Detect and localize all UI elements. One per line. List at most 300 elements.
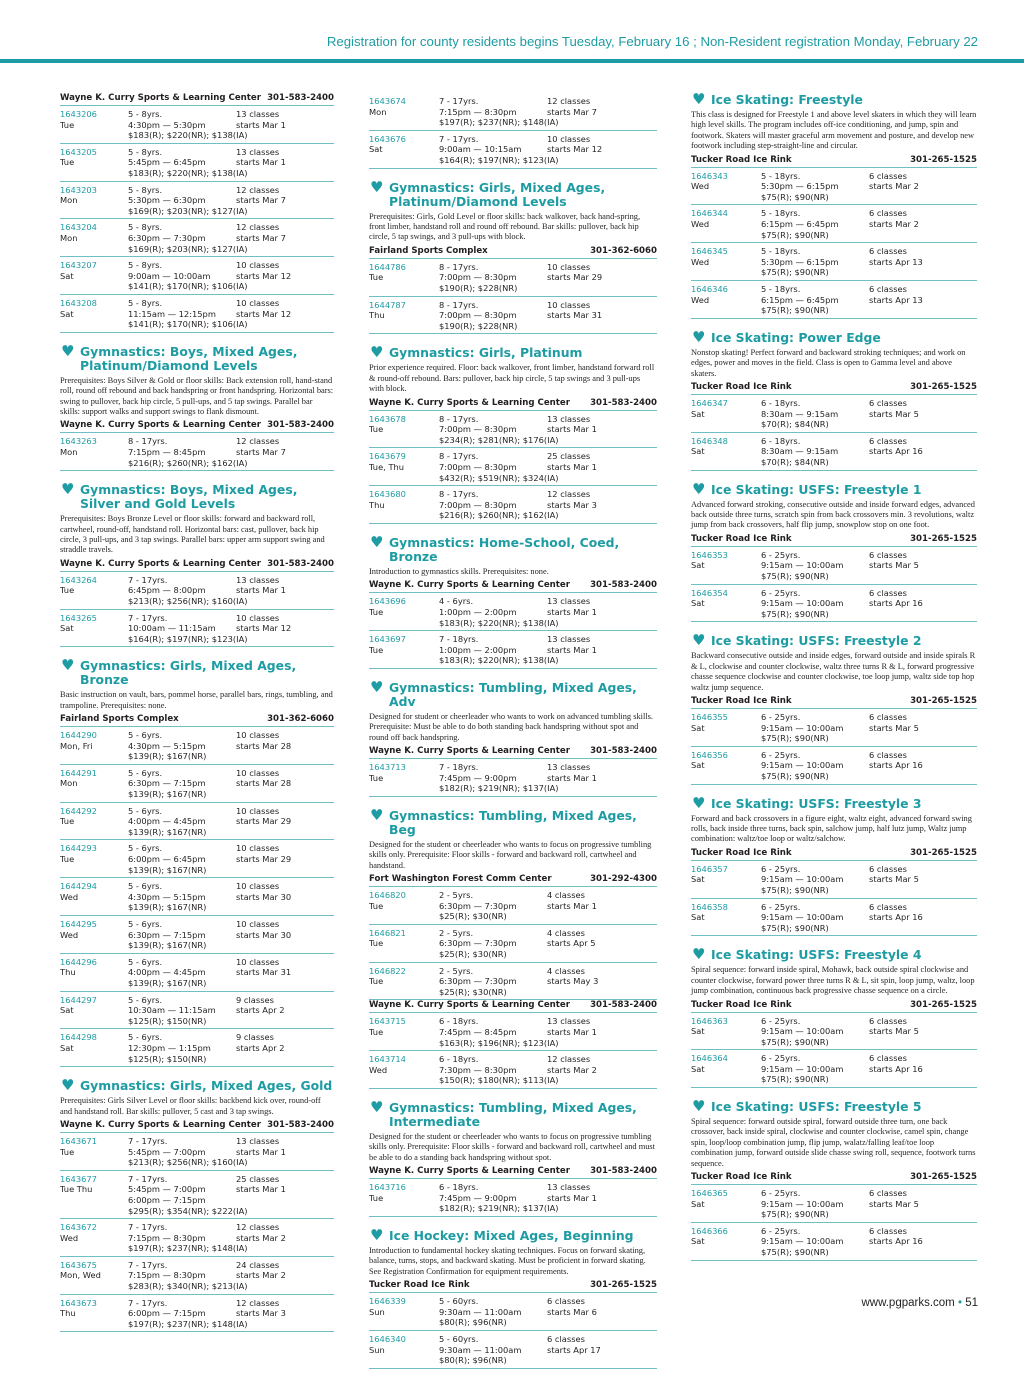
class-age: 7 - 17yrs.: [128, 1259, 168, 1270]
class-listing: [691, 547, 977, 585]
class-start: starts Mar 7: [236, 232, 286, 243]
class-listing: [369, 297, 657, 335]
class-days: Thu: [369, 499, 385, 510]
class-count: 6 classes: [869, 1188, 907, 1199]
location-phone: 301-583-2400: [590, 397, 657, 408]
class-id[interactable]: 1643206: [60, 109, 97, 119]
class-days: Sun: [369, 1344, 385, 1355]
location-header: [369, 1000, 657, 1013]
class-age: 6 - 25yrs.: [761, 1188, 801, 1199]
class-start: starts Mar 2: [236, 1232, 286, 1243]
class-id[interactable]: 1643671: [60, 1135, 97, 1146]
class-listing: [60, 182, 334, 220]
course-section: [369, 805, 657, 1089]
class-id[interactable]: 1646340: [369, 1334, 406, 1344]
class-start: starts Mar 1: [547, 606, 597, 617]
class-count: 25 classes: [547, 451, 591, 462]
class-age: 6 - 25yrs.: [761, 749, 801, 760]
class-time: 8:30am — 9:15am: [761, 408, 839, 419]
class-start: starts Mar 2: [547, 1064, 597, 1075]
class-listing: [60, 1171, 334, 1219]
class-count: 4 classes: [547, 927, 585, 938]
course-description: Prerequisites: Girls, Gold Level or floor skills: back walkover, back hand-spring, front limber, handstand roll and round off rebound. Bar skills: pullover, back hip circle, 5 tap swings, and 3 pull-ups with block.: [369, 211, 641, 242]
class-id[interactable]: 1646820: [369, 890, 406, 901]
class-listing: [691, 1223, 977, 1261]
class-id[interactable]: 1646339: [369, 1296, 406, 1307]
class-time: 9:00am — 10:00am: [128, 270, 211, 281]
class-id[interactable]: 1644786: [369, 261, 406, 272]
class-count: 10 classes: [236, 767, 280, 778]
class-fee: $141(R); $170(NR); $106(IA): [128, 281, 248, 292]
class-id[interactable]: 1643264: [60, 574, 97, 585]
class-fee: $75(R); $90(NR): [761, 608, 829, 619]
website-link[interactable]: www.pgparks.com: [861, 1297, 955, 1309]
course-section: [691, 793, 977, 937]
class-listing: [60, 144, 334, 182]
heart-icon: ♥: [692, 90, 706, 108]
class-id[interactable]: 1646353: [691, 549, 728, 560]
class-days: Mon: [60, 195, 78, 206]
class-count: 10 classes: [236, 843, 280, 854]
class-days: Wed: [369, 1064, 388, 1075]
class-id[interactable]: 1646821: [369, 927, 406, 938]
location-header: [60, 714, 334, 727]
class-listing: [691, 281, 977, 319]
class-age: 8 - 17yrs.: [439, 413, 479, 424]
course-section: [691, 1097, 977, 1261]
class-listing: [691, 168, 977, 206]
class-time: 7:00pm — 8:30pm: [439, 461, 517, 472]
course-title-text: Gymnastics: Boys, Mixed Ages, Platinum/Diamond Levels: [80, 343, 298, 373]
class-days: Tue: [369, 644, 384, 655]
class-id[interactable]: 1643674: [369, 96, 406, 106]
class-fee: $80(R); $96(NR): [439, 1355, 507, 1366]
class-id[interactable]: 1646356: [691, 749, 728, 760]
class-start: starts Mar 2: [236, 1270, 286, 1281]
class-start: starts Apr 16: [869, 912, 923, 923]
class-id[interactable]: 1644296: [60, 956, 97, 967]
class-id[interactable]: 1643672: [60, 1222, 97, 1233]
location-phone: 301-265-1525: [910, 1172, 977, 1183]
class-fee: $125(R); $150(NR): [128, 1015, 207, 1026]
class-start: starts Mar 30: [236, 891, 292, 902]
class-id[interactable]: 1646346: [691, 283, 728, 294]
course-description: Advanced forward stroking, consecutive outside and inside forward edges, advanced back outside three turns, scratch spin from back crossovers min. 3 revolutions, waltz jump from back crossovers, half flip jump, snowplow stop on one foot.: [691, 499, 975, 530]
class-id[interactable]: 1646357: [691, 863, 728, 874]
location-phone: 301-583-2400: [590, 1166, 657, 1177]
class-fee: $75(R); $90(NR): [761, 922, 829, 933]
course-title-text: Gymnastics: Girls, Mixed Ages, Bronze: [80, 658, 297, 688]
class-listing: [60, 106, 334, 144]
class-count: 12 classes: [236, 1297, 280, 1308]
heart-icon: ♥: [692, 479, 706, 498]
location-phone: 301-265-1525: [910, 381, 977, 392]
location-name: Wayne K. Curry Sports & Learning Center: [369, 1000, 570, 1011]
location-name: Wayne K. Curry Sports & Learning Center: [60, 420, 261, 431]
class-id[interactable]: 1646363: [691, 1015, 728, 1026]
class-id[interactable]: 1643263: [60, 436, 97, 447]
class-count: 6 classes: [869, 1015, 907, 1026]
heart-icon: ♥: [61, 656, 75, 675]
class-count: 10 classes: [236, 956, 280, 967]
class-age: 5 - 6yrs.: [128, 730, 163, 741]
class-id[interactable]: 1643715: [369, 1016, 406, 1027]
class-listing: [691, 861, 977, 899]
class-id[interactable]: 1643697: [369, 634, 406, 645]
class-start: starts May 3: [547, 976, 599, 987]
heart-icon: ♥: [370, 805, 384, 824]
registration-banner: Registration for county residents begins Tuesday, February 16 ; Non-Resident registration Monday, February 22: [326, 34, 978, 49]
class-fee: $75(R); $90(NR): [761, 1074, 829, 1085]
course-section: [60, 480, 334, 647]
class-start: starts Mar 5: [869, 408, 919, 419]
course-section: [369, 343, 657, 524]
class-id[interactable]: 1643205: [60, 146, 97, 157]
class-start: starts Mar 1: [547, 1027, 597, 1038]
class-count: 12 classes: [547, 96, 591, 106]
class-fee: $75(R); $90(NR): [761, 305, 829, 316]
class-count: 13 classes: [547, 1016, 591, 1027]
class-listing: [691, 1013, 977, 1051]
location-name: Tucker Road Ice Rink: [691, 533, 792, 544]
class-age: 6 - 25yrs.: [761, 549, 801, 560]
class-fee: $139(R); $167(NR): [128, 826, 207, 837]
class-age: 7 - 17yrs.: [128, 1173, 168, 1184]
class-fee: $164(R); $197(NR); $123(IA): [439, 154, 559, 165]
class-fee: $75(R); $90(NR): [761, 770, 829, 781]
class-age: 5 - 8yrs.: [128, 260, 163, 271]
class-id[interactable]: 1644293: [60, 843, 97, 854]
course-title: [691, 479, 977, 498]
class-fee: $75(R); $90(NR): [761, 733, 829, 744]
course-title: [369, 532, 657, 564]
class-listing: [691, 243, 977, 281]
class-time: 5:30pm — 6:15pm: [761, 181, 839, 192]
class-time: 9:00am — 10:15am: [439, 144, 522, 155]
class-time: 9:30am — 11:00am: [439, 1306, 522, 1317]
class-count: 6 classes: [869, 435, 907, 446]
course-title: [691, 90, 977, 108]
class-id[interactable]: 1643676: [369, 133, 406, 144]
class-id[interactable]: 1644291: [60, 767, 97, 778]
class-time: 7:15pm — 8:30pm: [128, 1232, 206, 1243]
class-listing: [691, 205, 977, 243]
class-age: 7 - 17yrs.: [439, 133, 479, 144]
class-id[interactable]: 1646354: [691, 587, 728, 598]
class-start: starts Mar 3: [547, 499, 597, 510]
class-fee: $150(R); $180(NR); $113(IA): [439, 1075, 559, 1086]
class-count: 13 classes: [547, 413, 591, 424]
class-id[interactable]: 1646355: [691, 711, 728, 722]
heart-icon: ♥: [370, 532, 384, 551]
class-days: Tue, Thu: [369, 461, 405, 472]
location-name: Fairland Sports Complex: [60, 714, 179, 725]
class-time: 6:30pm — 7:30pm: [439, 900, 517, 911]
course-section: [369, 677, 657, 797]
class-age: 5 - 8yrs.: [128, 146, 163, 157]
class-id[interactable]: 1644294: [60, 881, 97, 892]
class-days: Sat: [691, 760, 705, 771]
class-time: 1:00pm — 2:00pm: [439, 606, 517, 617]
class-age: 7 - 17yrs.: [439, 96, 479, 106]
class-fee: $139(R); $167(NR): [128, 864, 207, 875]
location-header: [369, 1280, 657, 1293]
location-phone: 301-265-1525: [590, 1280, 657, 1291]
course-title-text: Ice Skating: USFS: Freestyle 4: [711, 947, 922, 963]
class-id[interactable]: 1643713: [369, 762, 406, 773]
class-listing: [691, 899, 977, 937]
class-listing: [369, 259, 657, 297]
class-age: 5 - 8yrs.: [128, 109, 163, 119]
course-section: [369, 1098, 657, 1217]
class-fee: $216(R); $260(NR); $162(IA): [128, 457, 248, 468]
class-listing: [691, 1050, 977, 1088]
class-id[interactable]: 1646347: [691, 397, 728, 408]
class-id[interactable]: 1643679: [369, 451, 406, 462]
course-title-text: Gymnastics: Girls, Platinum: [389, 345, 583, 361]
heart-icon: ♥: [692, 327, 706, 346]
class-id[interactable]: 1646348: [691, 435, 728, 446]
class-fee: $25(R); $30(NR): [439, 911, 507, 922]
course-title: [691, 1097, 977, 1116]
class-start: starts Apr 2: [236, 1005, 285, 1016]
class-time: 6:30pm — 7:15pm: [128, 778, 206, 789]
course-section: [369, 1226, 657, 1369]
class-age: 4 - 6yrs.: [439, 596, 474, 607]
class-start: starts Mar 1: [236, 157, 286, 168]
class-id[interactable]: 1644297: [60, 994, 97, 1005]
class-id[interactable]: 1646822: [369, 965, 406, 976]
class-age: 8 - 17yrs.: [439, 451, 479, 462]
class-age: 5 - 6yrs.: [128, 1032, 163, 1043]
class-listing: [369, 1013, 657, 1051]
class-count: 12 classes: [547, 489, 591, 500]
course-title-text: Gymnastics: Girls, Mixed Ages, Platinum/Diamond Levels: [389, 179, 606, 209]
class-days: Sat: [691, 1063, 705, 1074]
course-section: [60, 341, 334, 471]
course-title: [60, 341, 334, 373]
location-name: Wayne K. Curry Sports & Learning Center: [369, 746, 570, 757]
class-listing: [369, 925, 657, 963]
class-start: starts Mar 1: [236, 585, 286, 596]
course-title-text: Ice Skating: USFS: Freestyle 5: [711, 1099, 922, 1115]
class-count: 6 classes: [869, 749, 907, 760]
class-time: 6:00pm — 7:15pm: [128, 1308, 206, 1319]
course-title: [691, 327, 977, 346]
class-age: 2 - 5yrs.: [439, 927, 474, 938]
class-listing: [60, 1133, 334, 1171]
class-start: starts Mar 31: [236, 967, 292, 978]
class-id[interactable]: 1644298: [60, 1032, 97, 1043]
class-id[interactable]: 1643696: [369, 596, 406, 607]
class-fee: $164(R); $197(NR); $123(IA): [128, 633, 248, 644]
course-section: [691, 945, 977, 1088]
class-start: starts Mar 1: [547, 1192, 597, 1203]
class-fee: $213(R); $256(NR); $160(IA): [128, 1157, 248, 1168]
location-phone: 301-583-2400: [267, 1119, 334, 1130]
heart-icon: ♥: [61, 480, 75, 499]
class-id[interactable]: 1643203: [60, 184, 97, 195]
location-name: Tucker Road Ice Rink: [369, 1280, 470, 1291]
class-id[interactable]: 1644787: [369, 299, 406, 310]
course-description: Prerequisites: Girls Silver Level or floor skills: backbend kick over, round-off and handstand roll. Bar skills: pullover, 5 cast and 3 tap swings.: [60, 1096, 321, 1116]
class-count: 6 classes: [869, 549, 907, 560]
class-id[interactable]: 1643208: [60, 297, 97, 308]
course-title-text: Gymnastics: Girls, Mixed Ages, Gold: [80, 1078, 333, 1094]
class-id[interactable]: 1646366: [691, 1225, 728, 1236]
class-id[interactable]: 1643675: [60, 1259, 97, 1270]
location-header: [60, 1120, 334, 1133]
class-days: Tue: [60, 816, 75, 827]
class-start: starts Mar 3: [236, 1308, 286, 1319]
class-listing: [369, 593, 657, 631]
class-time: 7:45pm — 8:45pm: [439, 1027, 517, 1038]
class-id[interactable]: 1643673: [60, 1297, 97, 1308]
class-listing: [60, 1219, 334, 1257]
course-description: Basic instruction on vault, bars, pommel horse, parallel bars, rings, tumbling, and trampoline. Prerequisites: none.: [60, 690, 333, 710]
class-fee: $182(R); $219(NR); $137(IA): [439, 783, 559, 794]
class-time: 6:15pm — 6:45pm: [761, 219, 839, 229]
class-age: 7 - 17yrs.: [128, 612, 168, 623]
location-phone: 301-265-1525: [910, 999, 977, 1010]
class-time: 9:15am — 10:00am: [761, 760, 844, 771]
class-id[interactable]: 1643207: [60, 260, 97, 271]
class-days: Mon: [60, 778, 78, 789]
class-id[interactable]: 1644295: [60, 919, 97, 929]
class-start: starts Mar 12: [236, 270, 292, 281]
class-days: Tue: [369, 272, 384, 283]
class-count: 10 classes: [236, 260, 280, 271]
class-id[interactable]: 1643265: [60, 612, 97, 623]
class-id[interactable]: 1646344: [691, 208, 728, 219]
class-id[interactable]: 1643204: [60, 222, 97, 233]
course-title: [691, 945, 977, 964]
location-header: [369, 746, 657, 759]
class-fee: $183(R); $220(NR); $138(IA): [439, 655, 559, 666]
class-age: 5 - 60yrs.: [439, 1296, 479, 1307]
class-fee: $75(R); $90(NR): [761, 1209, 829, 1220]
class-fee: $190(R); $228(NR): [439, 282, 518, 293]
class-start: starts Mar 29: [547, 272, 603, 283]
location-name: Wayne K. Curry Sports & Learning Center: [369, 580, 570, 591]
class-id[interactable]: 1644292: [60, 805, 97, 816]
location-header: [369, 874, 657, 887]
class-fee: $75(R); $90(NR): [761, 267, 829, 278]
course-section: [369, 177, 657, 335]
class-age: 5 - 6yrs.: [128, 919, 163, 929]
course-title: [60, 656, 334, 688]
course-title: [369, 1226, 657, 1244]
column-2: [369, 93, 657, 1381]
class-days: Tue: [369, 938, 384, 949]
class-days: Mon, Fri: [60, 740, 93, 751]
class-time: 4:00pm — 4:45pm: [128, 816, 206, 827]
class-days: Sat: [691, 598, 705, 609]
class-fee: $234(R); $281(NR); $176(IA): [439, 434, 559, 445]
class-age: 2 - 5yrs.: [439, 965, 474, 976]
class-days: Tue Thu: [60, 1184, 93, 1195]
course-title: [369, 677, 657, 709]
class-age: 5 - 6yrs.: [128, 767, 163, 778]
location-phone: 301-583-2400: [590, 580, 657, 591]
heart-icon: ♥: [692, 945, 706, 964]
class-count: 10 classes: [547, 133, 591, 144]
class-id[interactable]: 1646343: [691, 170, 728, 181]
class-start: starts Apr 16: [869, 598, 923, 609]
class-age: 5 - 8yrs.: [128, 297, 163, 308]
course-description: Designed for student or cheerleader who wants to work on advanced tumbling skills. Prerequisite: Must be able to do both standing back handspring without spot and round off back handspring.: [369, 711, 653, 742]
class-listing: [369, 411, 657, 449]
class-count: 6 classes: [869, 397, 907, 408]
class-id[interactable]: 1643716: [369, 1182, 406, 1193]
class-days: Tue: [60, 157, 75, 168]
class-time: 7:00pm — 8:30pm: [439, 310, 517, 321]
class-listing: [691, 1185, 977, 1223]
class-id[interactable]: 1643714: [369, 1054, 406, 1065]
class-fee: $125(R); $150(NR): [128, 1053, 207, 1064]
class-count: 12 classes: [236, 184, 280, 195]
class-listing: [60, 1257, 334, 1295]
location-name: Tucker Road Ice Rink: [691, 154, 792, 165]
class-days: Sat: [691, 1026, 705, 1037]
class-listing: [369, 1179, 657, 1217]
class-id[interactable]: 1646364: [691, 1053, 728, 1064]
class-age: 6 - 18yrs.: [761, 397, 801, 408]
class-id[interactable]: 1646345: [691, 246, 728, 257]
class-id[interactable]: 1646358: [691, 901, 728, 912]
class-start: starts Mar 6: [547, 1306, 597, 1317]
class-count: 6 classes: [869, 711, 907, 722]
class-id[interactable]: 1644290: [60, 730, 97, 741]
class-listing: [691, 395, 977, 433]
heart-icon: ♥: [692, 1097, 706, 1116]
class-age: 5 - 6yrs.: [128, 994, 163, 1005]
class-start: starts Mar 7: [547, 106, 597, 117]
class-fee: $216(R); $260(NR); $162(IA): [439, 510, 559, 521]
class-age: 6 - 25yrs.: [761, 1225, 801, 1236]
location-header: [691, 848, 977, 861]
location-name: Fairland Sports Complex: [369, 245, 488, 256]
class-days: Thu: [60, 1308, 76, 1319]
class-time: 7:00pm — 8:30pm: [439, 424, 517, 435]
class-count: 6 classes: [869, 208, 907, 219]
class-start: starts Mar 29: [236, 854, 292, 865]
class-days: Wed: [60, 1232, 79, 1243]
class-start: starts Mar 7: [236, 446, 286, 457]
class-count: 24 classes: [236, 1259, 280, 1270]
class-time: 6:30pm — 7:30pm: [439, 976, 517, 987]
class-days: Tue: [369, 1192, 384, 1203]
heart-icon: ♥: [692, 793, 706, 812]
class-id[interactable]: 1646365: [691, 1188, 728, 1199]
class-age: 6 - 18yrs.: [761, 435, 801, 446]
location-phone: 301-265-1525: [910, 695, 977, 706]
class-start: starts Mar 1: [547, 424, 597, 435]
class-id[interactable]: 1643677: [60, 1173, 97, 1184]
class-start: starts Mar 5: [869, 874, 919, 885]
class-time: 6:30pm — 7:15pm: [128, 929, 206, 940]
class-count: 13 classes: [547, 634, 591, 645]
location-name: Tucker Road Ice Rink: [691, 695, 792, 706]
class-id[interactable]: 1643680: [369, 489, 406, 500]
class-id[interactable]: 1643678: [369, 413, 406, 424]
class-fee: $182(R); $219(NR); $137(IA): [439, 1203, 559, 1214]
class-start: starts Mar 1: [547, 644, 597, 655]
class-age: 8 - 17yrs.: [439, 299, 479, 310]
class-days: Tue: [60, 1146, 75, 1157]
class-days: Tue: [369, 424, 384, 435]
class-count: 6 classes: [869, 283, 907, 294]
